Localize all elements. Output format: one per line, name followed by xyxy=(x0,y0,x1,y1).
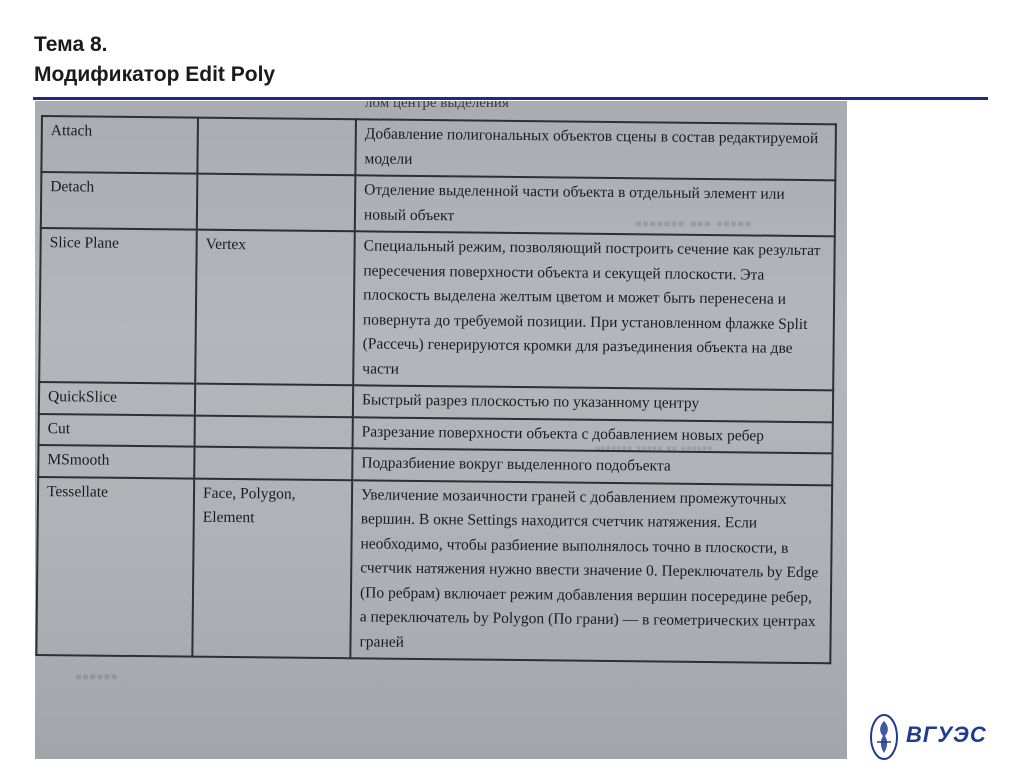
university-logo xyxy=(868,712,988,762)
logo-text: ВГУЭС xyxy=(906,722,987,747)
command-cell: Attach xyxy=(41,116,198,174)
title-divider xyxy=(33,97,988,100)
description-cell: Отделение выделенной части объекта в отдельный элемент или новый объект xyxy=(355,175,836,236)
level-cell xyxy=(195,415,353,448)
table-row xyxy=(39,228,835,390)
slide-title xyxy=(34,30,275,90)
level-cell xyxy=(197,118,356,176)
command-cell: QuickSlice xyxy=(39,382,195,415)
description-cell: Увеличение мозаичности граней с добавлением промежуточных вершин. В окне Settings находится счетчик натяжения. Если необходимо, чтобы разбиение выполнялось точно в плоскости, в счетчик натяжения нужно ввести значение 0. Переключатель by Edge (По ребрам) включает режим добавления вершин посередине ребер, а переключатель by Polygon (По грани) — в геометрических центрах граней xyxy=(350,480,832,664)
description-cell: Быстрый разрез плоскостью по указанному центру xyxy=(353,385,833,422)
command-cell: Slice Plane xyxy=(39,228,197,384)
command-cell: Cut xyxy=(39,413,195,446)
university-emblem-icon xyxy=(868,712,900,762)
title-line-1: Тема 8. xyxy=(34,33,108,56)
level-cell xyxy=(194,447,352,480)
table-row xyxy=(36,476,832,663)
command-cell: Tessellate xyxy=(36,476,194,656)
level-cell: Vertex xyxy=(195,230,355,386)
level-cell xyxy=(197,174,356,232)
description-cell: Добавление полигональных объектов сцены в состав редактируемой модели xyxy=(355,119,836,180)
title-line-2: Модификатор Edit Poly xyxy=(34,63,276,86)
table-row xyxy=(41,116,836,180)
bleed-through-text: ▪▪▪▪▪▪ xyxy=(75,666,118,688)
description-cell: Специальный режим, позволяющий построить сечение как результат пересечения поверхности объекта и секущей плоскости. Эта плоскость выделена желтым цветом и может быть перенесена и повернута до требуемой позиции. При установленном флажке Split (Рассечь) генерируются кромки для разъединения объекта на две части xyxy=(353,231,835,390)
description-cell: Разрезание поверхности объекта с добавлением новых ребер xyxy=(353,417,833,454)
table-row xyxy=(41,172,836,236)
cropped-top-text: лом центре выделения xyxy=(365,101,509,111)
level-cell xyxy=(195,384,353,417)
bleed-through-text: ▪▪▪▪▪▪▪ ▪▪▪▪▪ ▪▪ ▪▪▪▪▪▪ xyxy=(595,441,713,457)
modifier-table xyxy=(35,115,837,664)
command-cell: Detach xyxy=(41,172,198,230)
description-cell: Подразбиение вокруг выделенного подобъекта xyxy=(352,448,832,485)
bleed-through-text: ▪▪▪▪▪▪▪ ▪▪▪ ▪▪▪▪▪ xyxy=(635,213,752,235)
level-cell: Face, Polygon, Element xyxy=(192,478,352,658)
command-cell: MSmooth xyxy=(38,445,194,478)
book-page-photo xyxy=(35,101,847,759)
